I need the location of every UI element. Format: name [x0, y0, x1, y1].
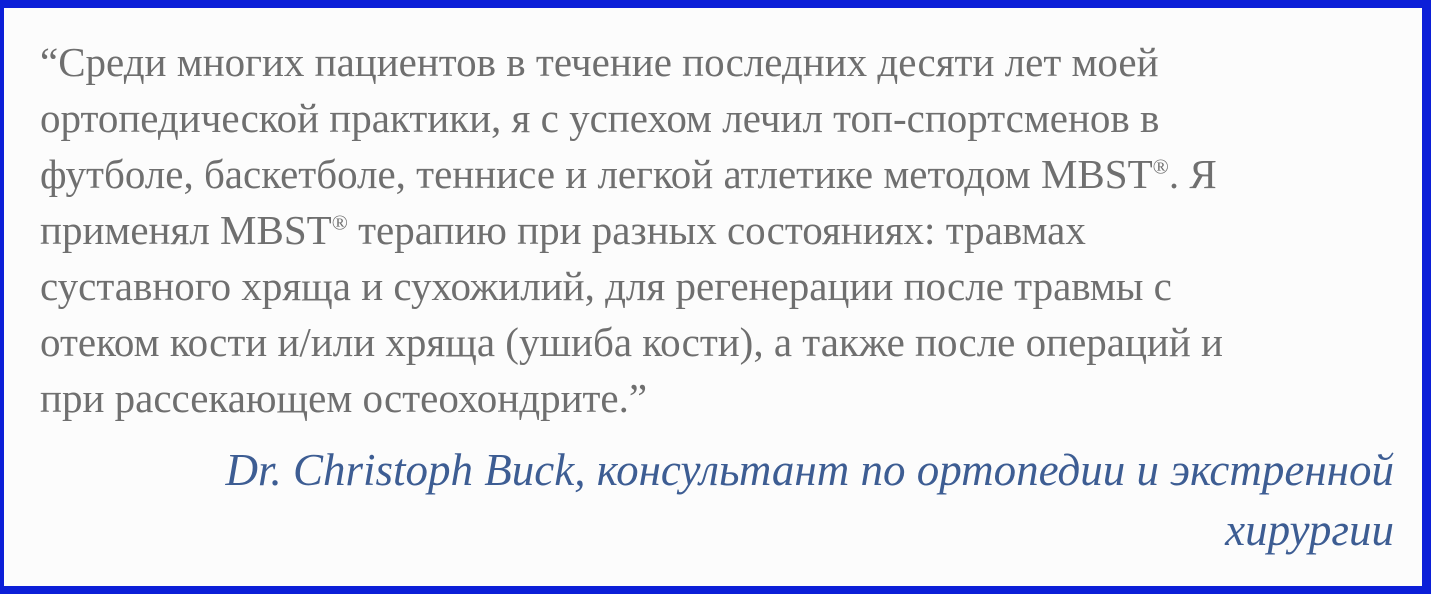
attribution-line: Dr. Christoph Buck, консультант по ортопедии и экстренной	[225, 445, 1394, 495]
quote-text	[40, 34, 1394, 426]
registered-trademark-symbol: ®	[1152, 154, 1169, 179]
quote-line: ортопедической практики, я с успехом лечил топ-спортсменов в	[40, 95, 1160, 141]
quote-line: суставного хряща и сухожилий, для регенерации после травмы с	[40, 263, 1172, 309]
quote-line: “Среди многих пациентов в течение последних десяти лет моей	[40, 39, 1159, 85]
quote-line: футболе, баскетболе, теннисе и легкой атлетике методом MBST®. Я	[40, 151, 1217, 197]
quote-line: при рассекающем остеохондрите.”	[40, 375, 648, 421]
quote-line: отеком кости и/или хряща (ушиба кости), а также после операций и	[40, 319, 1223, 365]
quote-attribution	[40, 440, 1394, 560]
quote-line: применял MBST® терапию при разных состояниях: травмах	[40, 207, 1086, 253]
attribution-line: хирургии	[1225, 505, 1394, 555]
registered-trademark-symbol: ®	[331, 210, 348, 235]
